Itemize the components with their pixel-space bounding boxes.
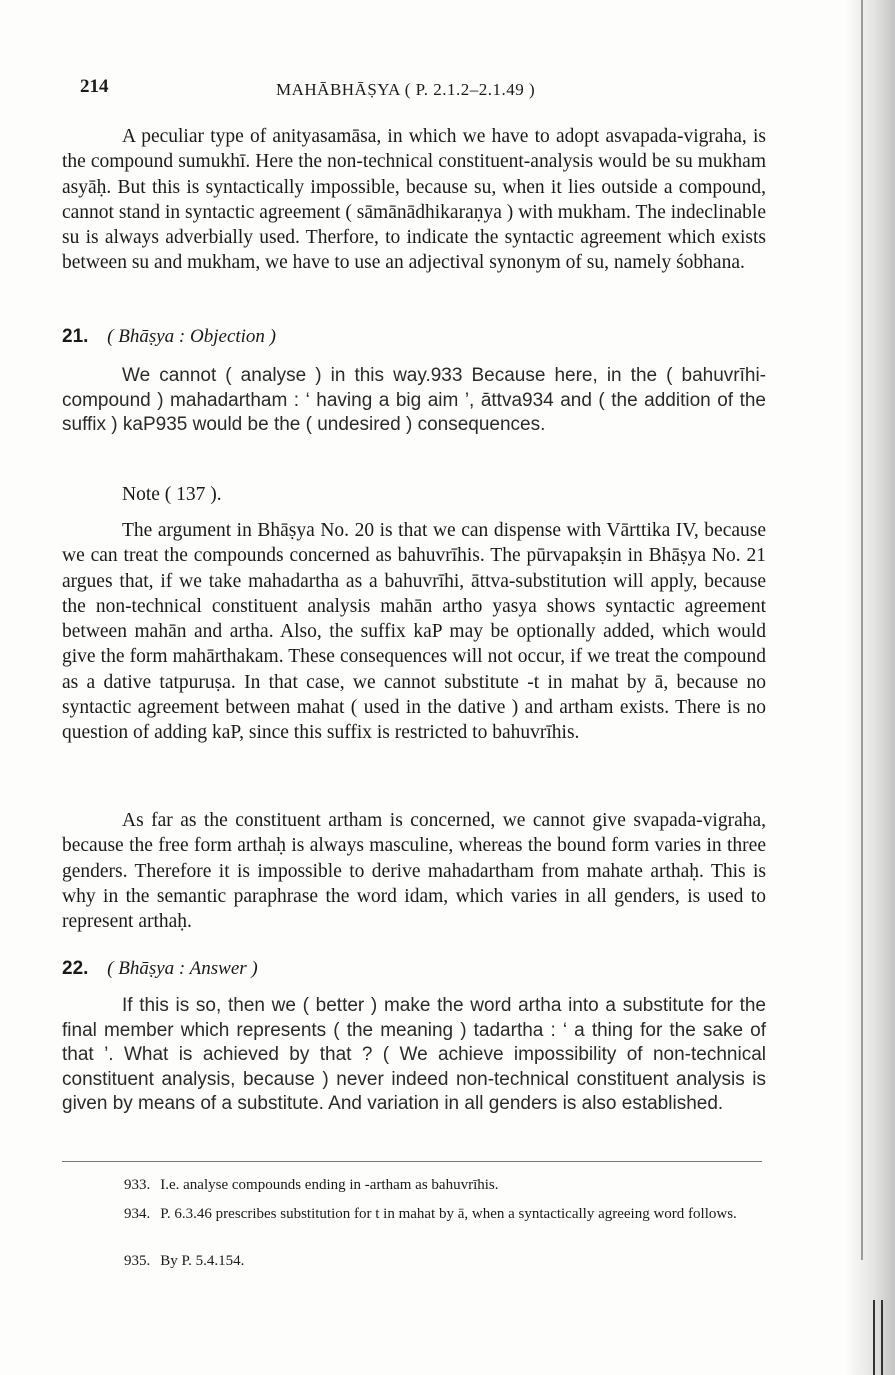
note-label: Note ( 137 ). <box>122 484 222 505</box>
footnote-number: 934. <box>124 1206 151 1222</box>
paragraph-note-1 <box>62 518 766 746</box>
footnote-divider <box>62 1161 762 1162</box>
paragraph-text: If this is so, then we ( better ) make the word artha into a substitute for the final member which represents ( the meaning ) tadartha : ‘ a thing for the sake of that ’. What is achieved by that ? ( We achieve impossibility of non-technical constituent analysis, because ) never indeed non-technical constituent analysis is given by means of a substitute. And variation in all genders is also established. <box>62 995 766 1114</box>
paragraph-intro <box>62 124 766 276</box>
scan-edge-line <box>881 1300 883 1375</box>
paragraph-objection <box>62 364 766 438</box>
paragraph-text: A peculiar type of anityasamāsa, in which we have to adopt asvapada-vigraha, is the compound sumukhī. Here the non-technical constituent-analysis would be su mukham asyāḥ. But this is syntactically impossible, because su, when it lies outside a compound, cannot stand in syntactic agreement ( sāmānādhikaraṇya ) with mukham. The indeclinable su is always adverbially used. Therfore, to indicate the syntactic agreement which exists between su and mukham, we have to use an adjectival synonym of su, namely śobhana. <box>62 126 766 274</box>
footnote-text: By P. 5.4.154. <box>160 1253 245 1269</box>
paragraph-text: The argument in Bhāṣya No. 20 is that we can dispense with Vārttika IV, because we can treat the compounds concerned as bahuvrīhis. The pūrvapakṣin in Bhāṣya No. 21 argues that, if we take mahadartha as a bahuvrīhi, āttva-substitution will apply, because the non-technical constituent analysis mahān artho yasya shows syntactic agreement between mahān and artha. Also, the suffix kaP may be optionally added, which would give the form mahārthakam. These consequences will not occur, if we treat the compound as a dative tatpuruṣa. In that case, we cannot substitute -t in mahat by ā, because no syntactic agreement between mahat ( used in the dative ) and artham exists. There is no question of adding kaP, since this suffix is restricted to bahuvrīhis. <box>62 520 766 744</box>
scan-edge-line <box>873 1300 875 1375</box>
footnote-text: P. 6.3.46 prescribes substitution for t in mahat by ā, when a syntactically agreeing word follows. <box>160 1206 737 1222</box>
section-21-heading <box>62 326 766 348</box>
running-title: MAHĀBHĀṢYA ( P. 2.1.2–2.1.49 ) <box>276 80 536 99</box>
page-number: 214 <box>80 76 109 97</box>
paragraph-answer <box>62 994 766 1117</box>
section-label: ( Bhāṣya : Objection ) <box>107 326 277 347</box>
paragraph-text: As far as the constituent artham is concerned, we cannot give svapada-vigraha, because the free form arthaḥ is always masculine, whereas the bound form varies in three genders. Therefore it is impossible to derive mahadartham from mahate arthaḥ. This is why in the semantic paraphrase the word idam, which varies in all genders, is used to represent arthaḥ. <box>62 810 766 933</box>
paragraph-note-2 <box>62 808 766 934</box>
section-label: ( Bhāṣya : Answer ) <box>107 958 258 979</box>
scan-edge-line <box>861 0 863 1260</box>
footnote-text: I.e. analyse compounds ending in -artham as bahuvrīhis. <box>160 1177 499 1193</box>
section-22-heading <box>62 958 766 980</box>
footnote-number: 935. <box>124 1253 151 1269</box>
section-number: 22. <box>62 958 89 979</box>
note-heading <box>62 482 766 507</box>
section-number: 21. <box>62 326 89 347</box>
paragraph-text: We cannot ( analyse ) in this way.933 Because here, in the ( bahuvrīhi-compound ) mahadartham : ‘ having a big aim ’, āttva934 and ( the addition of the suffix ) kaP935 would be the ( undesired ) consequences. <box>62 365 766 435</box>
footnote-935 <box>62 1252 766 1271</box>
scan-page-edge <box>845 0 895 1375</box>
footnote-933 <box>62 1176 766 1195</box>
footnote-934 <box>62 1205 766 1224</box>
page-header <box>80 76 780 106</box>
footnote-number: 933. <box>124 1177 151 1193</box>
